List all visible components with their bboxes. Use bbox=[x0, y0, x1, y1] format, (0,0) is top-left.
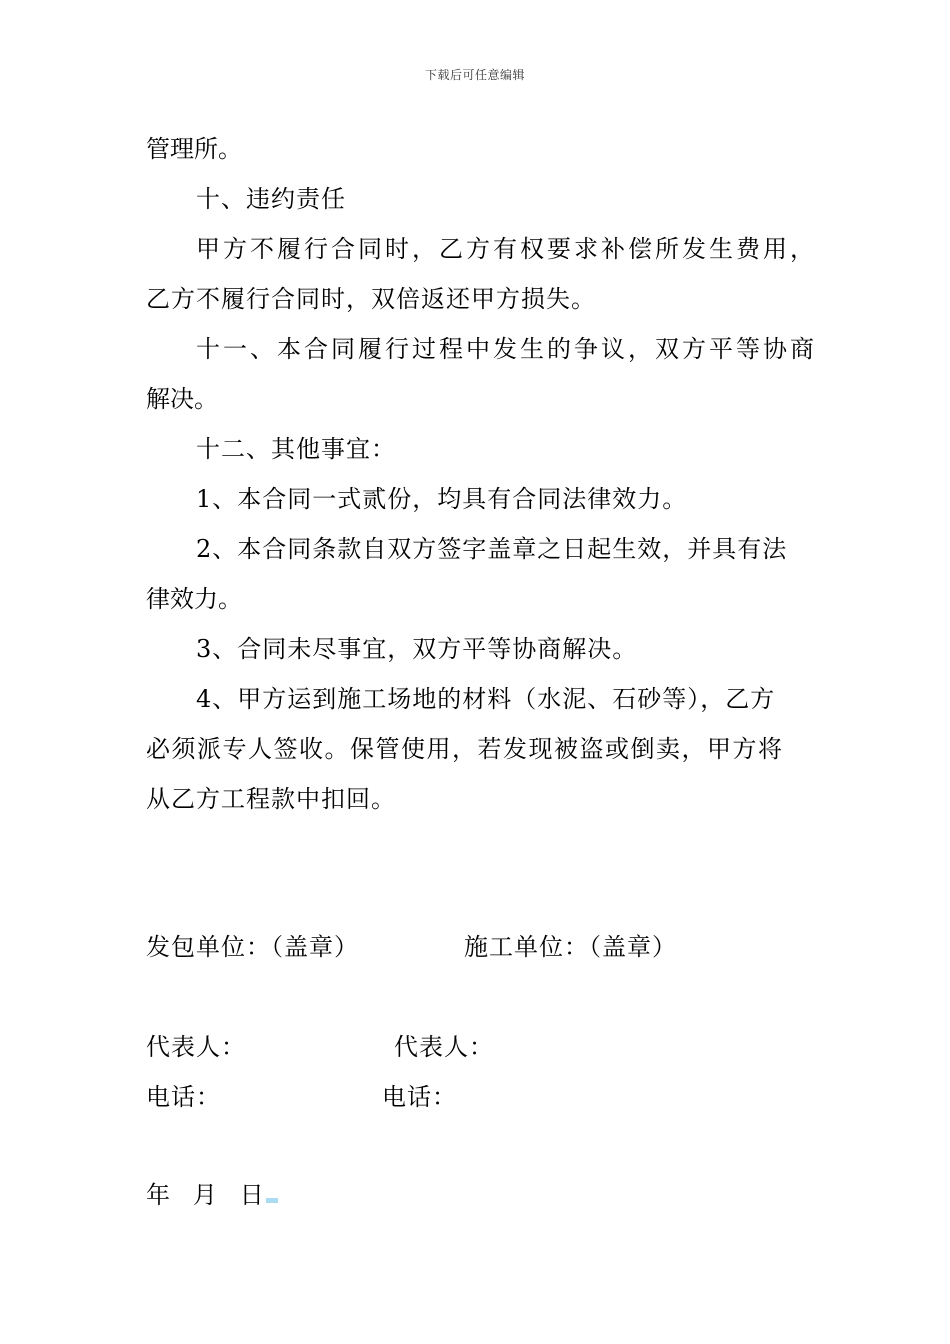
clause-2-cont: 律效力。 bbox=[146, 585, 242, 613]
body-line-3: 甲方不履行合同时，乙方有权要求补偿所发生费用， bbox=[196, 235, 817, 263]
section-heading-12: 十二、其他事宜： bbox=[196, 435, 396, 463]
clause-2: 2、本合同条款自双方签字盖章之日起生效，并具有法 bbox=[196, 535, 788, 563]
clause-4: 4、甲方运到施工场地的材料（水泥、石砂等），乙方 bbox=[196, 685, 776, 713]
party-b-unit: 施工单位：（盖章） bbox=[464, 933, 677, 961]
body-line-4: 乙方不履行合同时，双倍返还甲方损失。 bbox=[146, 285, 596, 313]
clause-4-cont-1: 必须派专人签收。保管使用，若发现被盗或倒卖，甲方将 bbox=[146, 735, 784, 763]
party-b-phone: 电话： bbox=[382, 1083, 457, 1111]
body-line-6: 解决。 bbox=[146, 385, 218, 413]
party-a-representative: 代表人： bbox=[146, 1033, 246, 1061]
signing-date-text: 年 月 日 bbox=[146, 1181, 264, 1209]
signing-date bbox=[146, 1180, 278, 1210]
section-heading-11: 十一、本合同履行过程中发生的争议，双方平等协商 bbox=[196, 335, 817, 363]
page-header: 下载后可任意编辑 bbox=[424, 68, 525, 82]
section-heading-10: 十、违约责任 bbox=[196, 185, 346, 213]
party-b-representative: 代表人： bbox=[394, 1033, 494, 1061]
clause-4-cont-2: 从乙方工程款中扣回。 bbox=[146, 785, 396, 813]
clause-1: 1、本合同一式贰份，均具有合同法律效力。 bbox=[196, 485, 688, 513]
clause-3: 3、合同未尽事宜，双方平等协商解决。 bbox=[196, 635, 638, 663]
party-a-phone: 电话： bbox=[146, 1083, 221, 1111]
body-line-1: 管理所。 bbox=[146, 135, 242, 163]
text-cursor-mark bbox=[266, 1198, 278, 1203]
party-a-unit: 发包单位：（盖章） bbox=[146, 933, 359, 961]
